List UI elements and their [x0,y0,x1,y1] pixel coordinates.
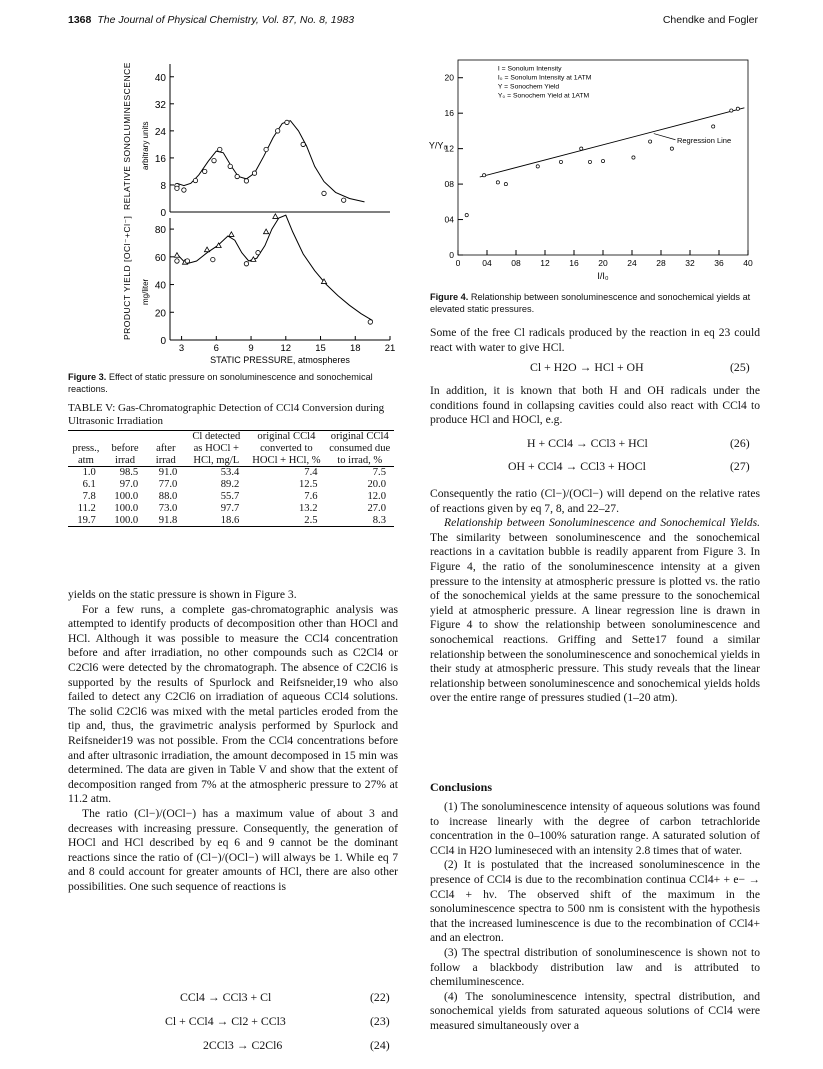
x-tick-label: 24 [627,258,637,268]
data-point [601,159,604,162]
table-cell: 100.0 [104,515,146,527]
table-cell: 27.0 [367,502,386,514]
data-point [301,142,305,146]
legend-entry: Y₀ = Sonochem Yield at 1ATM [497,92,590,100]
paragraph: yields on the static pressure is shown in Figure 3. [68,588,297,601]
table-cell: 12.5 [298,479,318,491]
figure-3-lower-panel [122,214,395,365]
x-tick-label: 32 [685,258,695,268]
col-header-cl-detected: Cl detected as HOCl + HCl, mg/L [192,431,241,466]
equation-26: H + CCl4 → CCl3 + HCl [527,436,648,450]
y-tick-label: 60 [154,252,166,264]
data-point [588,160,591,163]
table-cell: 53.4 [220,467,240,479]
right-paragraph-2: In addition, it is known that both H and OH radicals under the conditions found in collapsing cavities could also react with CCl4 to produce HCl and HOCl, e.g. [430,384,760,427]
figure-4-caption [430,292,760,315]
table-row [68,503,394,515]
data-point [218,147,222,151]
paragraph: Consequently the ratio (Cl−)/(OCl−) will depend on the relative rates of reactions given by eq 7, 8, and 22–27. [430,487,760,515]
equation-22-number: (22) [370,990,390,1004]
data-point [736,107,739,110]
col-header-press: press., atm [72,442,100,466]
legend-entry: I₀ = Sonolum Intensity at 1ATM [497,74,592,82]
circle-point [185,259,189,263]
data-point [252,171,256,175]
conclusion-item: (3) The spectral distribution of sonoluminescence is shown not to follow a blackbody distribution law and is attributed to chemiluminescence. [430,945,760,989]
equation-24: 2CCl3 → C2Cl6 [203,1038,283,1052]
table-cell: 12.0 [367,490,386,502]
x-tick-label: 0 [455,258,461,268]
y-axis-label: PRODUCT YIELD [OCl⁻+Cl⁻] [122,215,132,340]
data-point [275,129,279,133]
x-tick-label: 18 [349,343,361,354]
y-tick-label: 40 [154,72,166,84]
data-point [182,188,186,192]
y-tick-label: 08 [444,179,454,190]
equation-23-number: (23) [370,1014,390,1028]
data-point [730,109,733,112]
table-cell: 18.6 [185,515,247,527]
triangle-point [174,253,179,258]
legend-entry: I = Sonolum Intensity [497,65,562,73]
data-point [504,182,507,185]
table-row [68,479,394,491]
table-title: TABLE V: Gas-Chromatographic Detection of CCl4 Conversion during Ultrasonic Irradiation [68,402,385,427]
figure-3 [60,40,405,370]
right-body-text [430,487,760,706]
equation-25: Cl + H2O → HCl + OH [530,360,644,374]
y-tick-label: 24 [154,126,166,138]
table-cell: 7.8 [82,490,96,502]
data-point [649,140,652,143]
x-tick-label: 04 [482,258,492,268]
table-cell: 88.0 [158,490,178,502]
table-cell: 7.5 [372,467,386,479]
sonoluminescence-curve [177,121,365,202]
table-cell: 100.0 [114,490,139,502]
table-cell: 7.6 [304,490,318,502]
col-header-converted: original CCl4 converted to HOCl + HCl, % [252,431,321,466]
legend-entry: Y = Sonochem Yield [497,83,560,91]
figure-3-caption [68,372,398,395]
table-cell: 77.0 [158,479,178,491]
y-tick-label: 0 [449,250,454,260]
paragraph-text: The similarity between sonoluminescence and the sonochemical reactions in a cavitation bubble is readily apparent from Figure 3. In Figure 4, the ratio of the sonoluminescence intensity at a given pressure to the intensity at atmospheric pressure is plotted vs. the ratio of the sonochemical yields at the same pressure to the sonochemical yield at atmospheric pressure. A linear regression line is drawn in Figure 4 to show the relationship between sonoluminescence and sonochemical reactions. Griffing and Sette17 found a similar relationship between the sonoluminescence and sonochemical yields in their study at atmospheric pressure. This study reveals that the linear relationship between sonoluminescence and sonochemical yields holds over the entire range of pressures studied (1–20 atm). [430,530,761,705]
circle-point [256,250,260,254]
x-tick-label: 12 [280,343,292,354]
triangle-point [264,229,269,234]
col-header-consumed: original CCl4 consumed due to irrad, % [329,431,391,466]
data-point [712,125,715,128]
conclusions-heading: Conclusions [430,780,493,794]
figure-3-caption-text: Effect of static pressure on sonoluminescence and sonochemical reactions. [68,372,373,394]
paragraph [430,516,760,706]
triangle-point [273,214,278,219]
table-cell: 11.2 [77,502,96,514]
table-cell: 98.5 [119,467,139,479]
table-cell: 91.0 [158,467,178,479]
conclusions-text [430,800,760,1034]
circle-point [368,320,372,324]
conclusion-item: (1) The sonoluminescence intensity of aqueous solutions was found to increase linearly with the degree of carbon tetrachloride concentration in the 0–100% saturation range. A saturated solution of CCl4 in H2O lumineseced with an intensity 2.8 times that of water. [430,800,760,857]
x-tick-label: 40 [743,258,753,268]
table-cell: 97.7 [220,502,240,514]
data-point [341,198,345,202]
table-cell: 2.5 [247,515,325,527]
equation-26-number: (26) [730,436,750,450]
table-cell: 8.3 [326,515,394,527]
table-cell: 13.2 [298,502,318,514]
equation-24-number: (24) [370,1038,390,1052]
col-header-before: before irrad [111,442,139,466]
table-cell: 97.0 [119,479,139,491]
y-tick-label: 32 [154,99,166,111]
data-point [496,181,499,184]
y-tick-label: 20 [444,72,454,83]
x-axis-label: I/I₀ [597,271,609,281]
table-cell: 6.1 [82,479,96,491]
data-point [465,214,468,217]
figure-4-plot [429,60,753,281]
table-cell: 20.0 [367,479,386,491]
circle-point [175,259,179,263]
conclusion-item: (4) The sonoluminescence intensity, spectral distribution, and sonochemical yields from saturated aqueous solutions of CCl4 were measured simultaneously over a [430,989,760,1032]
data-point [235,174,239,178]
figure-4-label: Figure 4. [430,292,469,302]
equation-22: CCl4 → CCl3 + Cl [180,990,272,1004]
x-tick-label: 16 [569,258,579,268]
table-cell: 89.2 [220,479,240,491]
col-header-after: after irrad [155,442,176,466]
figure-4-caption-text: Relationship between sonoluminescence and sonochemical yields at elevated static pressures. [430,292,751,314]
journal-title: The Journal of Physical Chemistry, Vol. 87, No. 8, 1983 [97,14,355,26]
x-tick-label: 36 [714,258,724,268]
y-axis-label: RELATIVE SONOLUMINESCENCE [122,62,132,210]
y-tick-label: 80 [154,225,166,237]
table-row [68,515,394,527]
annotation-label: Regression Line [676,135,732,145]
x-axis-label: STATIC PRESSURE, atmospheres [210,355,350,365]
data-point [536,165,539,168]
table-cell: 55.7 [220,490,240,502]
y-tick-label: 16 [444,108,454,119]
data-point [670,147,673,150]
x-tick-label: 21 [384,343,396,354]
data-point [285,120,289,124]
table-cell: 100.0 [114,502,139,514]
y-tick-label: 04 [444,214,454,225]
x-tick-label: 08 [511,258,521,268]
table-cell: 1.0 [82,467,96,479]
data-point [632,156,635,159]
figure-4 [418,50,763,285]
x-tick-label: 3 [178,343,185,354]
paragraph: The ratio (Cl−)/(OCl−) has a maximum value of about 3 and decreases with increasing pressure. Consequently, the generation of HOCl and HCl described by eq 6 and 9 cannot be the dominant reactions since the ratio of (Cl−)/(OCl−) will always be 1. While eq 7 and 8 could account for greater amounts of HCl, there are also other possibilities. One such sequence of reactions is [68,806,398,893]
y-axis-unit: mg/liter [141,278,150,305]
circle-point [211,257,215,261]
y-axis-label: Y/Y₀ [428,140,448,151]
equation-27-number: (27) [730,459,750,473]
data-point [203,169,207,173]
y-tick-label: 12 [444,143,454,154]
data-point [580,147,583,150]
y-tick-label: 0 [160,208,166,219]
equation-23: Cl + CCl4 → Cl2 + CCl3 [165,1014,286,1028]
y-tick-label: 0 [160,336,166,347]
x-tick-label: 12 [540,258,550,268]
data-point [212,158,216,162]
x-tick-label: 28 [656,258,666,268]
product-yield-curve [177,215,373,320]
table-cell: 73.0 [158,502,178,514]
conclusion-item: (2) It is postulated that the increased sonoluminescence in the presence of CCl4 is due to the recombination continua CCl4+ + e− → CCl4 + hν. The observed shift of the maximum in the sonoluminescence spectra to 500 nm is consistent with the hypothesis that the increased luminescence is due to the recombination of CCl4+ and an electron. [430,858,760,945]
y-tick-label: 8 [160,180,166,192]
running-authors: Chendke and Fogler [662,14,758,26]
data-point [322,191,326,195]
triangle-point [204,247,209,252]
right-paragraph-1: Some of the free Cl radicals produced by the reaction in eq 23 could react with water to give HCl. [430,326,760,354]
equation-25-number: (25) [730,360,750,374]
y-tick-label: 16 [154,153,166,165]
figure-3-label: Figure 3. [68,372,107,382]
section-run-in-head: Relationship between Sonoluminescence and Sonochemical Yields. [444,516,760,530]
data-point [559,160,562,163]
x-tick-label: 15 [315,343,326,354]
table-cell: 7.4 [304,467,318,479]
data-point [264,147,268,151]
table-v [68,430,394,527]
y-tick-label: 20 [154,308,166,320]
table-row [68,467,394,479]
data-point [228,164,232,168]
table-cell: 19.7 [68,515,104,527]
data-point [193,178,197,182]
circle-point [244,262,248,266]
table-row [68,491,394,503]
y-tick-label: 40 [154,280,166,292]
page-number: 1368 [68,14,92,26]
figure-3-upper-panel [122,62,390,219]
equation-27: OH + CCl4 → CCl3 + HOCl [508,459,646,473]
table-cell: 91.8 [146,515,185,527]
x-tick-label: 6 [213,343,219,354]
y-axis-unit: arbitrary units [141,121,150,170]
left-column-text [68,588,398,894]
triangle-point [229,232,234,237]
data-point [483,174,486,177]
x-tick-label: 20 [598,258,608,268]
annotation-arrow [654,134,676,140]
data-point [175,186,179,190]
data-point [244,179,248,183]
paragraph: For a few runs, a complete gas-chromatographic analysis was attempted to identify products of decomposition other than HOCl and HCl. Although it was possible to measure the CCl4 concentration before and after irradiation, no other compounds such as C2Cl4 or C2Cl6 were detected by the chromatograph. The absence of C2Cl6 is supported by the results of Spurlock and Reifsneider,19 who also failed to detect any C2Cl6 on irradiation of aqueous CCl4 solutions. The solid C2Cl6 was mixed with the metal particles eroded from the tip and, thus, the gravimetric analysis performed by Spurlock and Reifsneider19 was not possible. From the CCl4 concentrations before and after ultrasonic irradiation, the amount decomposed in 15 min was determined. The data are given in Table V and show that the extent of decomposition ranged from 7% at the atmospheric pressure to 27% at 11.2 atm. [68,602,398,806]
x-tick-label: 9 [248,343,254,354]
